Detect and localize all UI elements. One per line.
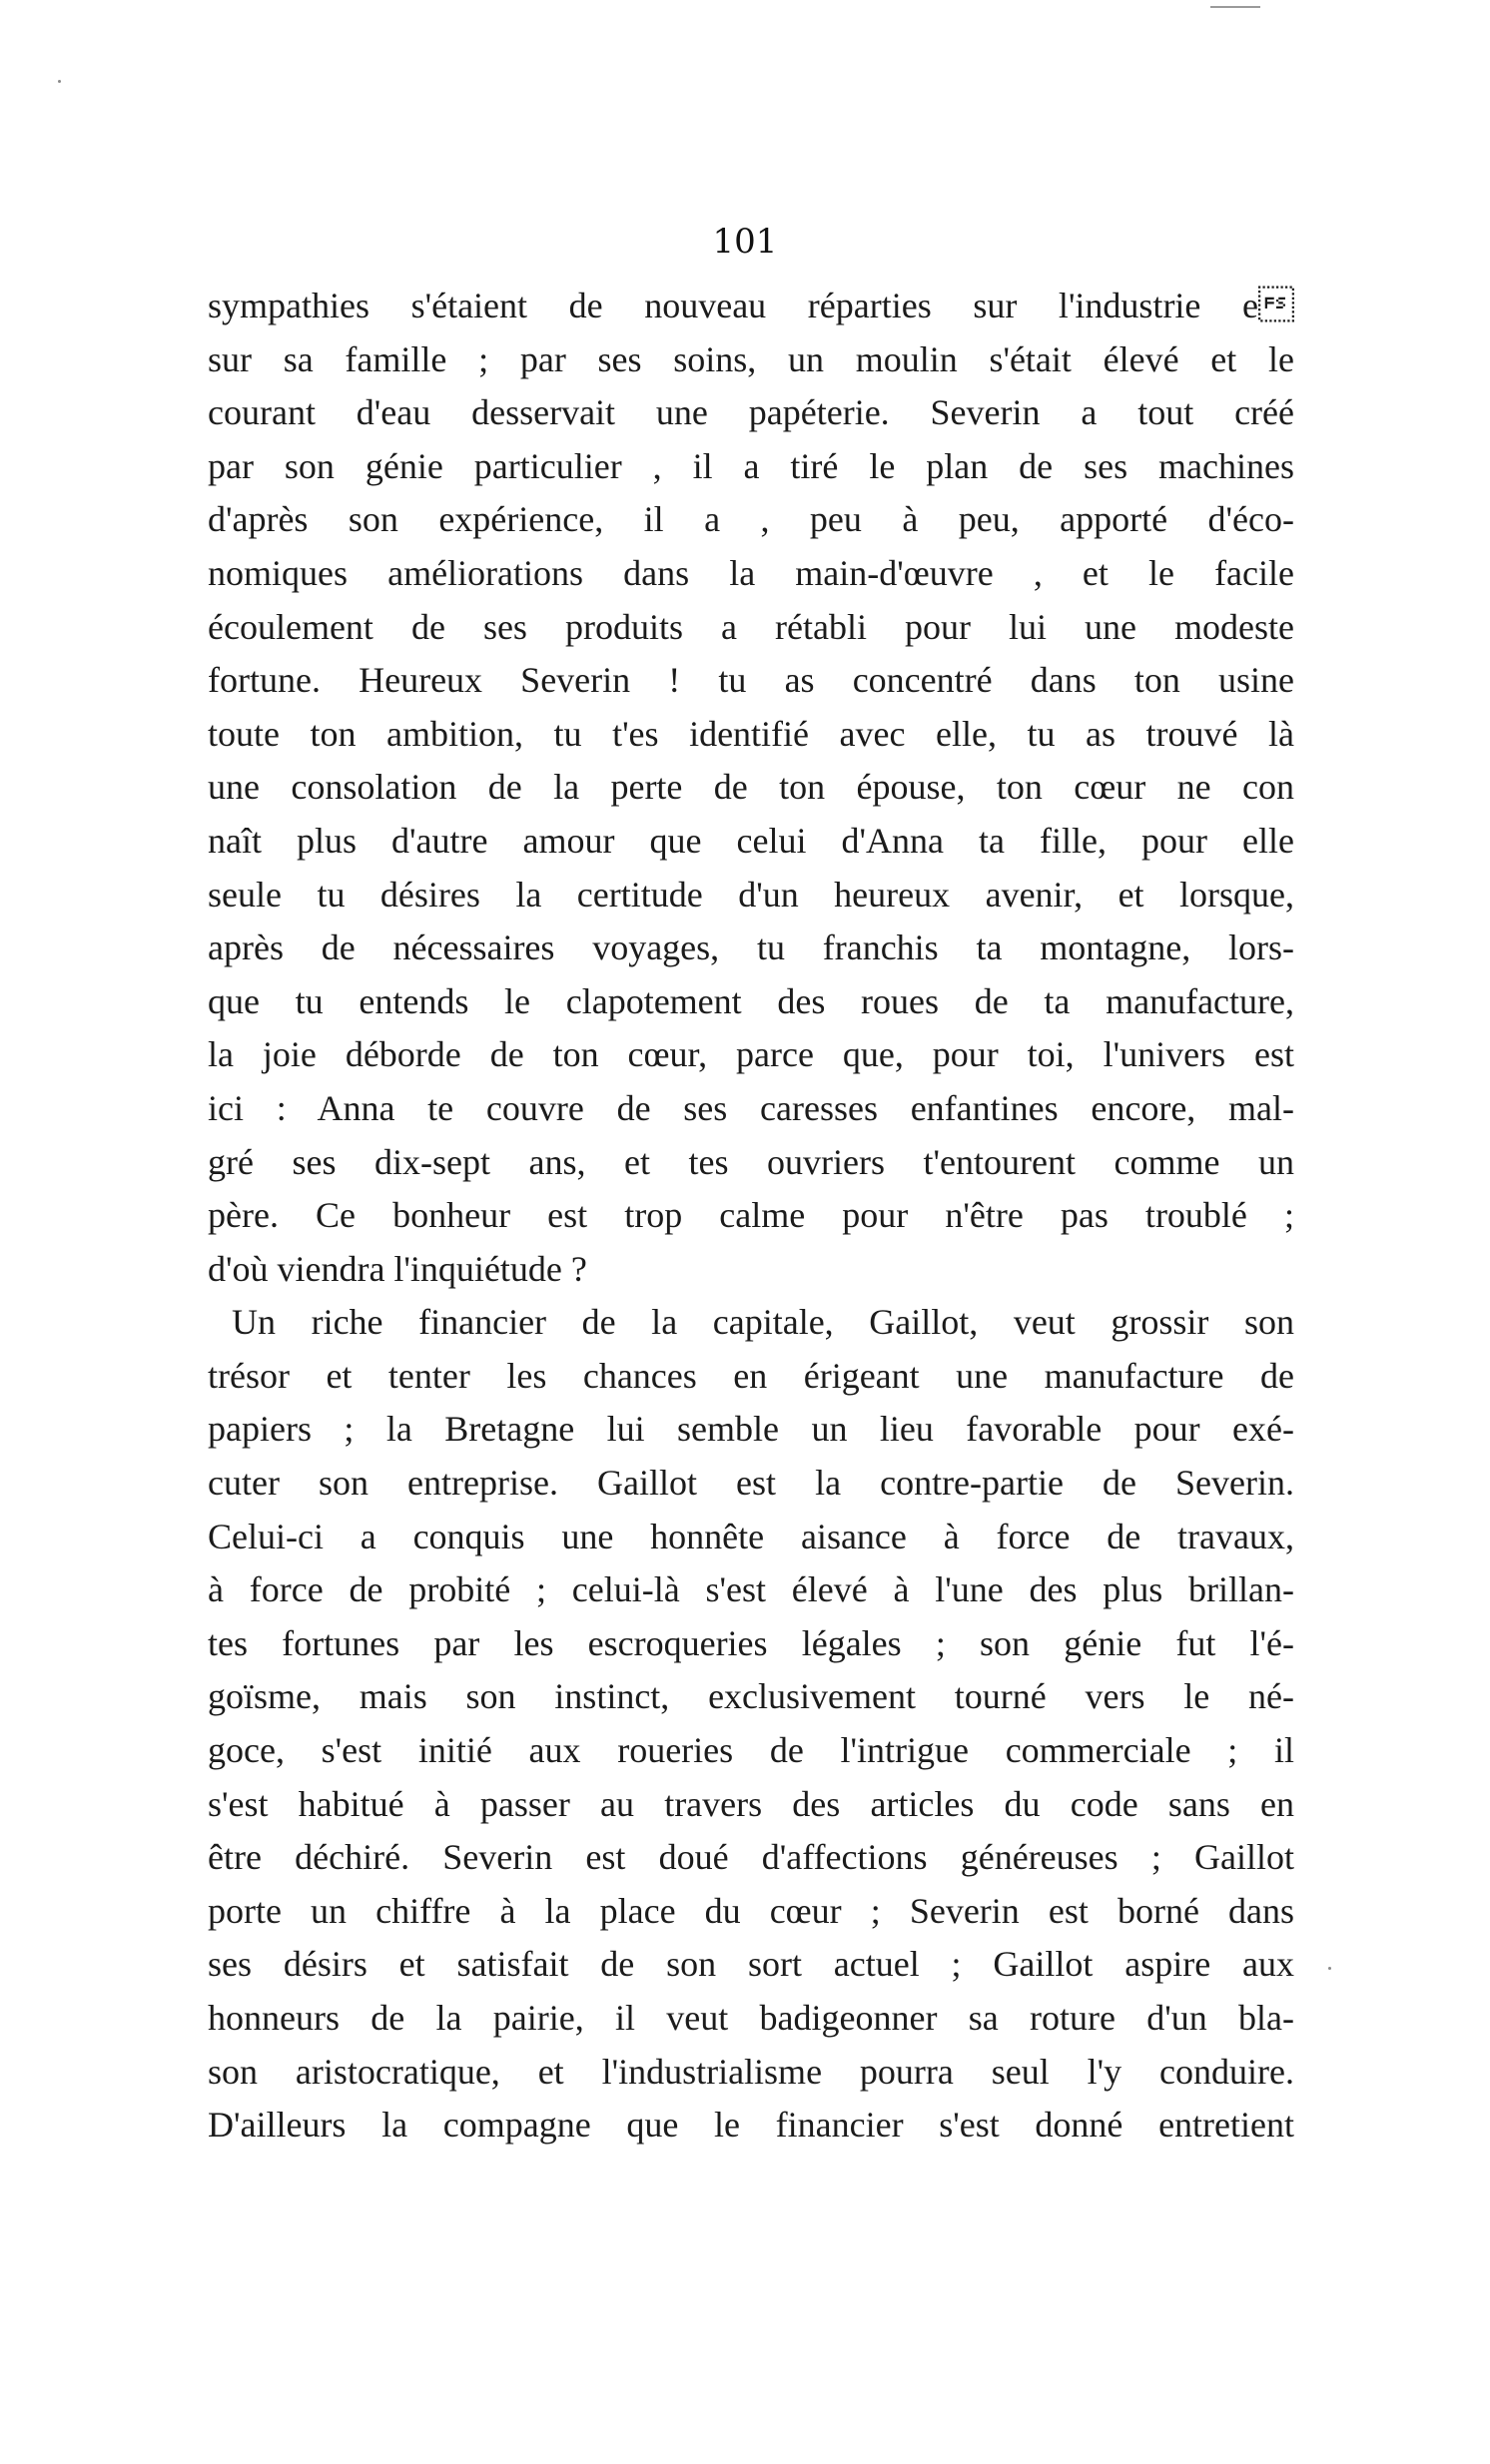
text-line: seule tu désires la certitude d'un heureux avenir, et lorsque,	[208, 874, 1294, 915]
text-line: gré ses dix-sept ans, et tes ouvriers t'entourent comme un	[208, 1141, 1294, 1182]
text-line: goïsme, mais son instinct, exclusivement tourné vers le né-	[208, 1676, 1294, 1717]
text-line: d'après son expérience, il a , peu à peu, apporté d'éco-	[208, 499, 1294, 540]
text-line: porte un chiffre à la place du cœur ; Severin est borné dans	[208, 1890, 1294, 1931]
text-line: une consolation de la perte de ton épouse, ton cœur ne con	[208, 767, 1294, 808]
paragraph-2	[208, 1296, 1294, 2153]
text-line: la joie déborde de ton cœur, parce que, pour toi, l'univers est	[208, 1034, 1294, 1075]
text-line: écoulement de ses produits a rétabli pour lui une modeste	[208, 606, 1294, 647]
text-line: sympathies s'étaient de nouveau réparties sur l'industrie e	[208, 286, 1294, 325]
text-line: ici : Anna te couvre de ses caresses enfantines encore, mal-	[208, 1087, 1294, 1128]
text-line: toute ton ambition, tu t'es identifié avec elle, tu as trouvé là	[208, 713, 1294, 754]
top-edge-rule	[1210, 6, 1260, 8]
page-number: 101	[712, 222, 778, 262]
text-line: ses désirs et satisfait de son sort actuel ; Gaillot aspire aux	[208, 1944, 1294, 1985]
text-line: s'est habitué à passer au travers des articles du code sans en	[208, 1783, 1294, 1824]
text-line: trésor et tenter les chances en érigeant une manufacture de	[208, 1355, 1294, 1396]
text-line: être déchiré. Severin est doué d'affections généreuses ; Gaillot	[208, 1837, 1294, 1878]
text-line: goce, s'est initié aux roueries de l'intrigue commerciale ; il	[208, 1730, 1294, 1771]
text-line: que tu entends le clapotement des roues de ta manufacture,	[208, 980, 1294, 1021]
paragraph-1	[208, 280, 1294, 1296]
text-line: Un riche financier de la capitale, Gaillot, veut grossir son	[232, 1302, 1294, 1343]
text-line: fortune. Heureux Severin ! tu as concentré dans ton usine	[208, 660, 1294, 701]
text-line: D'ailleurs la compagne que le financier s'est donné entretient	[208, 2105, 1294, 2146]
text-line: papiers ; la Bretagne lui semble un lieu favorable pour exé-	[208, 1409, 1294, 1450]
text-line: son aristocratique, et l'industrialisme pourra seul l'y conduire.	[208, 2051, 1294, 2092]
text-line: après de nécessaires voyages, tu franchis ta montagne, lors-	[208, 927, 1294, 968]
paper-speck	[1328, 1967, 1331, 1970]
text-line: père. Ce bonheur est trop calme pour n'être pas troublé ;	[208, 1195, 1294, 1236]
text-line: Celui-ci a conquis une honnête aisance à force de travaux,	[208, 1516, 1294, 1556]
text-line: à force de probité ; celui-là s'est élevé à l'une des plus brillan-	[208, 1569, 1294, 1610]
text-line: honneurs de la pairie, il veut badigeonner sa roture d'un bla-	[208, 1998, 1294, 2038]
text-line: d'où viendra l'inquiétude ?	[208, 1248, 587, 1289]
text-line: par son génie particulier , il a tiré le plan de ses machines	[208, 445, 1294, 486]
text-line: tes fortunes par les escroqueries légales ; son génie fut l'é-	[208, 1622, 1294, 1663]
text-line: cuter son entreprise. Gaillot est la contre-partie de Severin.	[208, 1463, 1294, 1504]
text-line: naît plus d'autre amour que celui d'Anna ta fille, pour elle	[208, 820, 1294, 861]
text-line: nomiques améliorations dans la main-d'œuvre , et le facile	[208, 552, 1294, 593]
paper-speck	[58, 80, 61, 83]
text-line: courant d'eau desservait une papéterie. Severin a tout créé	[208, 392, 1294, 433]
body-text	[208, 280, 1294, 2153]
text-line: sur sa famille ; par ses soins, un moulin s'était élevé et le	[208, 338, 1294, 379]
